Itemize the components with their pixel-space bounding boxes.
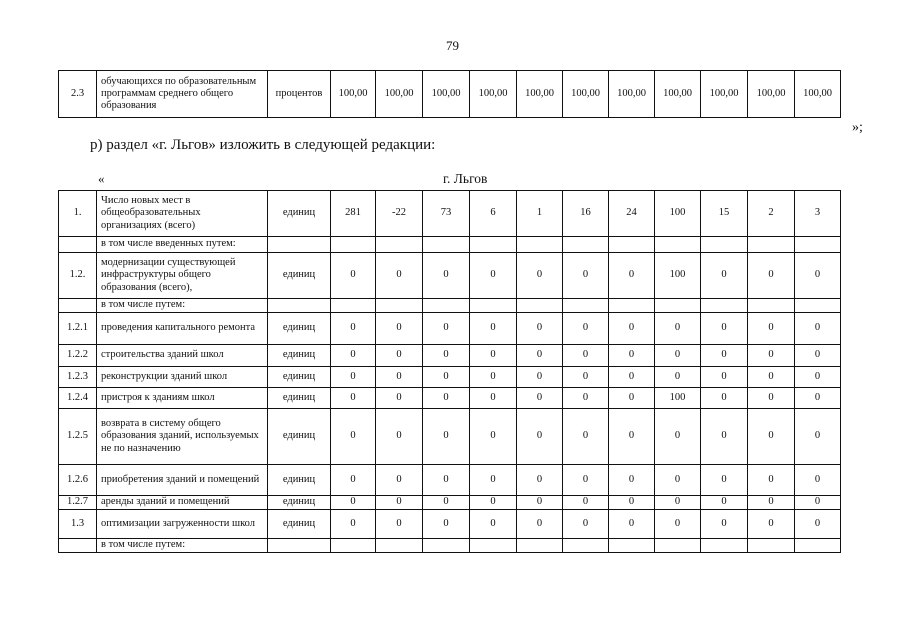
value-cell: 0 <box>563 313 609 345</box>
row-description: аренды зданий и помещений <box>97 496 268 510</box>
value-cell <box>470 237 517 253</box>
row-number: 1.2. <box>59 253 97 299</box>
value-cell: 0 <box>331 409 376 465</box>
value-cell: 0 <box>423 465 470 496</box>
value-cell: 100,00 <box>423 71 470 118</box>
table-row <box>59 191 841 237</box>
value-cell: 0 <box>470 388 517 409</box>
table-row <box>59 539 841 553</box>
value-cell: 0 <box>655 465 701 496</box>
value-cell: 0 <box>376 510 423 539</box>
value-cell: 0 <box>376 313 423 345</box>
instruction-text: р) раздел «г. Льгов» изложить в следующей редакции: <box>90 137 436 153</box>
value-cell: 0 <box>470 465 517 496</box>
value-cell: 0 <box>655 345 701 367</box>
value-cell: 100,00 <box>376 71 423 118</box>
value-cell: 3 <box>795 191 841 237</box>
section-title: г. Льгов <box>443 171 488 186</box>
value-cell: 0 <box>609 345 655 367</box>
value-cell <box>423 237 470 253</box>
value-cell: 0 <box>376 345 423 367</box>
row-description: пристроя к зданиям школ <box>97 388 268 409</box>
value-cell <box>795 299 841 313</box>
value-cell <box>563 299 609 313</box>
value-cell <box>376 539 423 553</box>
value-cell: 0 <box>470 409 517 465</box>
value-cell: 0 <box>795 388 841 409</box>
value-cell: 2 <box>748 191 795 237</box>
value-cell <box>423 539 470 553</box>
value-cell: 1 <box>517 191 563 237</box>
open-quote: « <box>98 171 105 186</box>
value-cell: 0 <box>470 367 517 388</box>
row-description: оптимизации загруженности школ <box>97 510 268 539</box>
row-unit <box>268 299 331 313</box>
value-cell: 0 <box>795 465 841 496</box>
value-cell: 0 <box>517 388 563 409</box>
value-cell <box>331 539 376 553</box>
value-cell <box>655 237 701 253</box>
value-cell: 16 <box>563 191 609 237</box>
row-description: обучающихся по образовательным программам среднего общего образования <box>97 71 268 118</box>
value-cell <box>470 539 517 553</box>
value-cell: 0 <box>609 510 655 539</box>
value-cell: 0 <box>563 496 609 510</box>
table-row <box>59 465 841 496</box>
value-cell: 0 <box>609 465 655 496</box>
value-cell: 0 <box>701 465 748 496</box>
value-cell <box>517 539 563 553</box>
row-unit <box>268 237 331 253</box>
row-unit: единиц <box>268 388 331 409</box>
value-cell: 0 <box>795 510 841 539</box>
table-row <box>59 510 841 539</box>
value-cell: 0 <box>748 409 795 465</box>
value-cell: 0 <box>563 367 609 388</box>
row-number: 1.2.7 <box>59 496 97 510</box>
value-cell: 0 <box>609 367 655 388</box>
row-number: 2.3 <box>59 71 97 118</box>
value-cell: 100,00 <box>517 71 563 118</box>
table-row <box>59 299 841 313</box>
row-unit: единиц <box>268 253 331 299</box>
value-cell <box>748 539 795 553</box>
value-cell: 0 <box>423 496 470 510</box>
value-cell: 0 <box>609 253 655 299</box>
value-cell: 0 <box>470 313 517 345</box>
value-cell: 0 <box>701 388 748 409</box>
table-row <box>59 409 841 465</box>
value-cell: 0 <box>376 465 423 496</box>
value-cell <box>795 237 841 253</box>
value-cell: 0 <box>423 253 470 299</box>
value-cell: 0 <box>609 496 655 510</box>
value-cell <box>701 299 748 313</box>
value-cell <box>331 299 376 313</box>
value-cell: 100 <box>655 191 701 237</box>
value-cell <box>376 299 423 313</box>
value-cell: 0 <box>376 388 423 409</box>
table-row <box>59 496 841 510</box>
table-row <box>59 253 841 299</box>
row-number: 1.2.2 <box>59 345 97 367</box>
row-unit: единиц <box>268 409 331 465</box>
value-cell: 0 <box>331 465 376 496</box>
value-cell: 0 <box>748 367 795 388</box>
value-cell: 0 <box>470 510 517 539</box>
value-cell <box>609 299 655 313</box>
value-cell: 100,00 <box>655 71 701 118</box>
value-cell: 6 <box>470 191 517 237</box>
value-cell: 0 <box>423 367 470 388</box>
value-cell: 0 <box>748 388 795 409</box>
value-cell: 0 <box>748 465 795 496</box>
value-cell: 0 <box>609 313 655 345</box>
top-table <box>58 70 841 118</box>
value-cell: 0 <box>423 409 470 465</box>
row-description: в том числе путем: <box>97 299 268 313</box>
row-unit: процентов <box>268 71 331 118</box>
value-cell: 0 <box>517 253 563 299</box>
value-cell: 100,00 <box>701 71 748 118</box>
value-cell: 0 <box>655 409 701 465</box>
value-cell <box>423 299 470 313</box>
value-cell: -22 <box>376 191 423 237</box>
value-cell <box>655 299 701 313</box>
row-unit: единиц <box>268 496 331 510</box>
row-unit: единиц <box>268 367 331 388</box>
value-cell: 0 <box>701 367 748 388</box>
value-cell: 0 <box>470 253 517 299</box>
row-unit: единиц <box>268 510 331 539</box>
row-number: 1.2.1 <box>59 313 97 345</box>
value-cell <box>748 237 795 253</box>
value-cell: 100,00 <box>748 71 795 118</box>
value-cell: 0 <box>748 510 795 539</box>
value-cell: 100 <box>655 388 701 409</box>
value-cell: 0 <box>423 313 470 345</box>
value-cell: 0 <box>701 496 748 510</box>
row-description: в том числе путем: <box>97 539 268 553</box>
value-cell: 0 <box>655 496 701 510</box>
value-cell: 0 <box>655 367 701 388</box>
value-cell: 0 <box>701 313 748 345</box>
value-cell: 0 <box>563 409 609 465</box>
value-cell: 0 <box>517 465 563 496</box>
row-number: 1.3 <box>59 510 97 539</box>
row-description: строительства зданий школ <box>97 345 268 367</box>
value-cell: 0 <box>376 409 423 465</box>
value-cell: 0 <box>331 345 376 367</box>
value-cell: 0 <box>517 409 563 465</box>
value-cell <box>748 299 795 313</box>
value-cell <box>609 539 655 553</box>
row-number: 1.2.4 <box>59 388 97 409</box>
value-cell: 100,00 <box>563 71 609 118</box>
value-cell: 0 <box>609 388 655 409</box>
value-cell: 0 <box>701 253 748 299</box>
row-number: 1.2.3 <box>59 367 97 388</box>
closing-quote: »; <box>852 120 863 135</box>
row-description: Число новых мест в общеобразовательных организациях (всего) <box>97 191 268 237</box>
value-cell <box>563 539 609 553</box>
value-cell: 0 <box>376 496 423 510</box>
value-cell: 0 <box>795 496 841 510</box>
value-cell <box>517 299 563 313</box>
value-cell <box>609 237 655 253</box>
value-cell: 0 <box>331 496 376 510</box>
value-cell <box>795 539 841 553</box>
row-number: 1. <box>59 191 97 237</box>
value-cell: 281 <box>331 191 376 237</box>
row-description: возврата в систему общего образования зданий, используемых не по назначению <box>97 409 268 465</box>
value-cell: 0 <box>795 345 841 367</box>
row-description: проведения капитального ремонта <box>97 313 268 345</box>
page-number: 79 <box>446 38 459 53</box>
table-row <box>59 237 841 253</box>
value-cell: 100,00 <box>609 71 655 118</box>
value-cell: 0 <box>748 496 795 510</box>
value-cell: 0 <box>655 510 701 539</box>
value-cell: 0 <box>701 409 748 465</box>
value-cell: 0 <box>701 345 748 367</box>
value-cell: 0 <box>470 496 517 510</box>
value-cell: 0 <box>795 409 841 465</box>
table-row <box>59 388 841 409</box>
value-cell: 0 <box>517 367 563 388</box>
value-cell: 0 <box>331 313 376 345</box>
value-cell: 0 <box>795 313 841 345</box>
value-cell: 0 <box>563 388 609 409</box>
row-description: реконструкции зданий школ <box>97 367 268 388</box>
table-row <box>59 71 841 118</box>
value-cell: 0 <box>423 388 470 409</box>
row-description: модернизации существующей инфраструктуры общего образования (всего), <box>97 253 268 299</box>
value-cell: 0 <box>423 510 470 539</box>
value-cell: 0 <box>331 253 376 299</box>
row-number: 1.2.5 <box>59 409 97 465</box>
row-description: приобретения зданий и помещений <box>97 465 268 496</box>
value-cell: 0 <box>795 367 841 388</box>
value-cell: 0 <box>748 345 795 367</box>
row-unit: единиц <box>268 465 331 496</box>
row-unit <box>268 539 331 553</box>
table-row <box>59 345 841 367</box>
row-description: в том числе введенных путем: <box>97 237 268 253</box>
row-unit: единиц <box>268 313 331 345</box>
value-cell <box>655 539 701 553</box>
value-cell: 0 <box>376 253 423 299</box>
table-row <box>59 313 841 345</box>
value-cell <box>331 237 376 253</box>
value-cell: 0 <box>655 313 701 345</box>
table-row <box>59 367 841 388</box>
row-number: 1.2.6 <box>59 465 97 496</box>
value-cell: 0 <box>563 345 609 367</box>
value-cell: 24 <box>609 191 655 237</box>
value-cell <box>701 237 748 253</box>
row-unit: единиц <box>268 345 331 367</box>
value-cell: 100,00 <box>470 71 517 118</box>
value-cell <box>563 237 609 253</box>
value-cell: 0 <box>563 465 609 496</box>
row-number <box>59 299 97 313</box>
value-cell: 0 <box>517 496 563 510</box>
row-number <box>59 539 97 553</box>
value-cell: 0 <box>609 409 655 465</box>
main-table <box>58 190 841 553</box>
value-cell: 0 <box>563 510 609 539</box>
value-cell: 0 <box>331 510 376 539</box>
value-cell: 0 <box>563 253 609 299</box>
value-cell: 0 <box>423 345 470 367</box>
value-cell: 0 <box>376 367 423 388</box>
value-cell: 0 <box>517 313 563 345</box>
value-cell <box>376 237 423 253</box>
value-cell <box>701 539 748 553</box>
row-unit: единиц <box>268 191 331 237</box>
value-cell: 0 <box>748 313 795 345</box>
value-cell: 0 <box>748 253 795 299</box>
value-cell: 0 <box>701 510 748 539</box>
value-cell: 0 <box>331 367 376 388</box>
value-cell: 100 <box>655 253 701 299</box>
row-number <box>59 237 97 253</box>
value-cell: 0 <box>517 345 563 367</box>
value-cell: 0 <box>470 345 517 367</box>
value-cell: 15 <box>701 191 748 237</box>
value-cell: 0 <box>795 253 841 299</box>
value-cell <box>517 237 563 253</box>
value-cell: 100,00 <box>331 71 376 118</box>
value-cell: 100,00 <box>795 71 841 118</box>
value-cell: 73 <box>423 191 470 237</box>
value-cell: 0 <box>517 510 563 539</box>
value-cell: 0 <box>331 388 376 409</box>
value-cell <box>470 299 517 313</box>
